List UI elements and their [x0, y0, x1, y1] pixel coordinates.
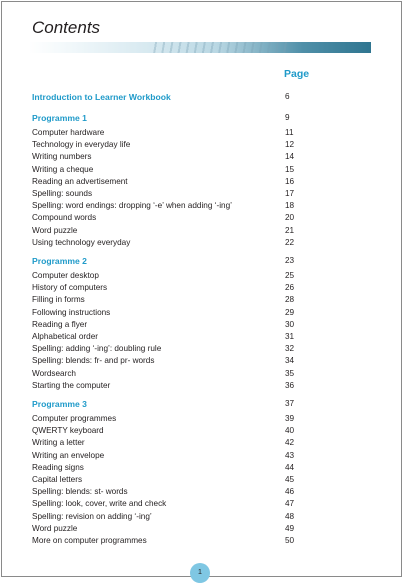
item-page: 50: [285, 535, 295, 545]
list-item[interactable]: [32, 319, 332, 331]
list-item[interactable]: [32, 474, 332, 486]
item-label: History of computers: [32, 283, 108, 293]
item-page: 18: [285, 201, 295, 211]
list-item[interactable]: [32, 380, 332, 392]
programme-page: 23: [285, 256, 295, 265]
list-item[interactable]: [32, 237, 332, 249]
item-label: Capital letters: [32, 474, 83, 484]
item-label: Word puzzle: [32, 225, 78, 235]
list-item[interactable]: [32, 164, 332, 176]
list-item[interactable]: [32, 523, 332, 535]
item-label: QWERTY keyboard: [32, 426, 104, 436]
item-label: Computer hardware: [32, 128, 105, 137]
intro-entry[interactable]: [32, 91, 332, 104]
item-page: 36: [285, 380, 295, 390]
header-banner-image: [29, 42, 371, 53]
list-item[interactable]: [32, 535, 332, 547]
item-label: Using technology everyday: [32, 237, 131, 247]
programme-2-list: [32, 270, 332, 392]
list-item[interactable]: [32, 343, 332, 355]
item-label: Spelling: sounds: [32, 188, 93, 198]
programme-page: 37: [285, 399, 295, 408]
item-label: Computer programmes: [32, 414, 117, 423]
list-item[interactable]: [32, 331, 332, 343]
item-page: 21: [285, 225, 295, 235]
list-item[interactable]: [32, 425, 332, 437]
item-label: Compound words: [32, 213, 97, 223]
item-page: 14: [285, 152, 295, 162]
item-page: 48: [285, 511, 295, 521]
list-item[interactable]: [32, 139, 332, 151]
list-item[interactable]: [32, 225, 332, 237]
item-page: 30: [285, 319, 295, 329]
item-page: 26: [285, 283, 295, 293]
item-label: Reading an advertisement: [32, 176, 128, 186]
item-label: Writing a letter: [32, 438, 85, 448]
item-label: More on computer programmes: [32, 535, 147, 545]
item-page: 25: [285, 271, 295, 280]
page-title: Contents: [32, 18, 101, 37]
item-label: Spelling: look, cover, write and check: [32, 499, 167, 509]
item-label: Spelling: blends: st- words: [32, 487, 128, 497]
item-page: 32: [285, 344, 295, 354]
item-label: Alphabetical order: [32, 331, 98, 341]
item-page: 43: [285, 450, 295, 460]
list-item[interactable]: [32, 270, 332, 282]
item-page: 35: [285, 368, 295, 378]
programme-label: Programme 2: [32, 256, 87, 266]
list-item[interactable]: [32, 413, 332, 425]
list-item[interactable]: [32, 176, 332, 188]
list-item[interactable]: [32, 282, 332, 294]
item-page: 39: [285, 414, 295, 423]
item-page: 28: [285, 295, 295, 305]
intro-page: 6: [285, 92, 290, 101]
list-item[interactable]: [32, 462, 332, 474]
item-page: 44: [285, 462, 295, 472]
list-item[interactable]: [32, 294, 332, 306]
list-item[interactable]: [32, 307, 332, 319]
item-page: 34: [285, 356, 295, 366]
list-item[interactable]: [32, 368, 332, 380]
list-item[interactable]: [32, 200, 332, 212]
item-page: 31: [285, 331, 295, 341]
list-item[interactable]: [32, 188, 332, 200]
item-label: Spelling: word endings: dropping ‘-e’ when adding ‘-ing’: [32, 201, 232, 211]
item-label: Spelling: revision on adding ‘-ing’: [32, 511, 152, 521]
list-item[interactable]: [32, 437, 332, 449]
item-label: Computer desktop: [32, 271, 99, 280]
item-page: 49: [285, 523, 295, 533]
item-page: 11: [285, 128, 294, 137]
page-column-header: Page: [284, 68, 310, 80]
item-page: 29: [285, 307, 295, 317]
list-item[interactable]: [32, 151, 332, 163]
item-page: 40: [285, 426, 295, 436]
programme-1-list: [32, 127, 332, 249]
page-number-badge: 1: [190, 563, 210, 583]
item-page: 46: [285, 487, 295, 497]
item-label: Filling in forms: [32, 295, 85, 305]
programme-label: Programme 1: [32, 113, 87, 123]
item-page: 12: [285, 140, 295, 150]
item-label: Writing a cheque: [32, 164, 94, 174]
item-page: 45: [285, 474, 295, 484]
item-label: Starting the computer: [32, 380, 111, 390]
item-page: 15: [285, 164, 295, 174]
list-item[interactable]: [32, 450, 332, 462]
item-page: 17: [285, 188, 295, 198]
item-label: Wordsearch: [32, 368, 76, 378]
list-item[interactable]: [32, 511, 332, 523]
item-label: Writing an envelope: [32, 450, 105, 460]
programme-page: 9: [285, 113, 290, 122]
list-item[interactable]: [32, 486, 332, 498]
programme-label: Programme 3: [32, 399, 87, 409]
item-page: 20: [285, 213, 295, 223]
programme-3-heading[interactable]: [32, 398, 332, 411]
item-label: Following instructions: [32, 307, 111, 317]
item-page: 42: [285, 438, 295, 448]
item-label: Reading a flyer: [32, 319, 88, 329]
list-item[interactable]: [32, 498, 332, 510]
list-item[interactable]: [32, 355, 332, 367]
item-page: 47: [285, 499, 295, 509]
programme-1-heading[interactable]: [32, 112, 332, 125]
item-page: 22: [285, 237, 295, 247]
programme-3-list: [32, 413, 332, 547]
programme-2-heading[interactable]: [32, 255, 332, 268]
item-label: Spelling: adding ‘-ing’: doubling rule: [32, 344, 162, 354]
item-label: Reading signs: [32, 462, 84, 472]
item-label: Writing numbers: [32, 152, 92, 162]
intro-label: Introduction to Learner Workbook: [32, 92, 171, 102]
item-label: Spelling: blends: fr- and pr- words: [32, 356, 155, 366]
list-item[interactable]: [32, 127, 332, 139]
item-page: 16: [285, 176, 295, 186]
item-label: Word puzzle: [32, 523, 78, 533]
item-label: Technology in everyday life: [32, 140, 131, 150]
list-item[interactable]: [32, 212, 332, 224]
